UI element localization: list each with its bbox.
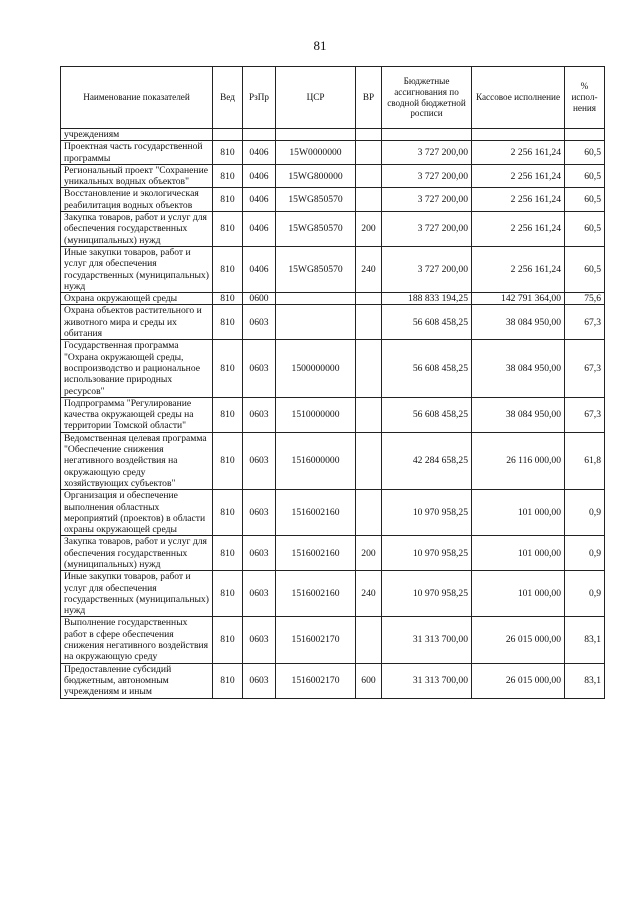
cell-name: Государственная программа "Охрана окружающей среды, воспроизводство и рациональное использование природных ресурсов" (61, 340, 213, 397)
cell-vr (356, 432, 382, 489)
cell-vr (356, 305, 382, 340)
cell-rzpr: 0603 (243, 617, 276, 663)
header-percent: % испол-нения (565, 67, 605, 129)
cell-percent (565, 129, 605, 141)
cell-percent: 0,9 (565, 490, 605, 536)
cell-ved: 810 (213, 212, 243, 247)
cell-rzpr: 0406 (243, 212, 276, 247)
cell-budget: 188 833 194,25 (382, 293, 472, 305)
cell-name: Проектная часть государственной программы (61, 141, 213, 165)
header-row (61, 67, 605, 129)
cell-vr (356, 129, 382, 141)
cell-percent: 67,3 (565, 340, 605, 397)
cell-percent: 60,5 (565, 188, 605, 212)
cell-csr: 1516002170 (276, 617, 356, 663)
table-row (61, 164, 605, 188)
cell-percent: 75,6 (565, 293, 605, 305)
cell-budget: 3 727 200,00 (382, 141, 472, 165)
cell-vr (356, 340, 382, 397)
cell-csr: 1516002160 (276, 536, 356, 571)
cell-name: Организация и обеспечение выполнения областных мероприятий (проектов) в области охраны окружающей среды (61, 490, 213, 536)
cell-name: Охрана окружающей среды (61, 293, 213, 305)
cell-ved: 810 (213, 397, 243, 432)
cell-vr (356, 490, 382, 536)
cell-percent: 0,9 (565, 571, 605, 617)
table-row (61, 188, 605, 212)
cell-vr (356, 188, 382, 212)
cell-cash: 101 000,00 (472, 536, 565, 571)
budget-table (60, 66, 605, 699)
cell-name: Иные закупки товаров, работ и услуг для обеспечения государственных (муниципальных) нужд (61, 571, 213, 617)
cell-ved: 810 (213, 663, 243, 698)
cell-name: учреждениям (61, 129, 213, 141)
cell-rzpr: 0603 (243, 397, 276, 432)
cell-budget: 31 313 700,00 (382, 663, 472, 698)
header-ved: Вед (213, 67, 243, 129)
cell-ved: 810 (213, 536, 243, 571)
cell-name: Региональный проект "Сохранение уникальных водных объектов" (61, 164, 213, 188)
cell-ved: 810 (213, 490, 243, 536)
page-number: 81 (313, 38, 327, 53)
cell-name: Предоставление субсидий бюджетным, автономным учреждениям и иным (61, 663, 213, 698)
cell-percent: 83,1 (565, 663, 605, 698)
cell-csr: 15W0000000 (276, 141, 356, 165)
cell-ved: 810 (213, 293, 243, 305)
cell-csr: 15WG850570 (276, 188, 356, 212)
table-row (61, 397, 605, 432)
cell-budget: 31 313 700,00 (382, 617, 472, 663)
cell-csr: 1516002170 (276, 663, 356, 698)
cell-rzpr: 0603 (243, 432, 276, 489)
cell-rzpr: 0406 (243, 246, 276, 292)
cell-name: Подпрограмма "Регулирование качества окружающей среды на территории Томской области" (61, 397, 213, 432)
cell-csr: 1500000000 (276, 340, 356, 397)
cell-vr (356, 617, 382, 663)
cell-name: Закупка товаров, работ и услуг для обеспечения государственных (муниципальных) нужд (61, 212, 213, 247)
cell-ved: 810 (213, 617, 243, 663)
table-row (61, 246, 605, 292)
cell-budget: 42 284 658,25 (382, 432, 472, 489)
cell-rzpr: 0600 (243, 293, 276, 305)
cell-cash: 101 000,00 (472, 571, 565, 617)
cell-rzpr: 0603 (243, 340, 276, 397)
cell-budget: 56 608 458,25 (382, 397, 472, 432)
cell-cash: 2 256 161,24 (472, 164, 565, 188)
cell-vr (356, 293, 382, 305)
cell-csr (276, 129, 356, 141)
cell-cash: 2 256 161,24 (472, 188, 565, 212)
table-row (61, 293, 605, 305)
cell-budget: 10 970 958,25 (382, 571, 472, 617)
cell-ved: 810 (213, 432, 243, 489)
cell-csr: 15WG850570 (276, 212, 356, 247)
cell-csr: 1516002160 (276, 490, 356, 536)
cell-percent: 67,3 (565, 397, 605, 432)
cell-vr (356, 397, 382, 432)
cell-cash: 26 015 000,00 (472, 617, 565, 663)
cell-ved: 810 (213, 571, 243, 617)
cell-cash: 26 116 000,00 (472, 432, 565, 489)
cell-vr: 240 (356, 571, 382, 617)
cell-name: Ведомственная целевая программа "Обеспечение снижения негативного воздействия на окружающую среду хозяйствующих субъектов" (61, 432, 213, 489)
cell-vr: 200 (356, 536, 382, 571)
cell-csr: 1510000000 (276, 397, 356, 432)
cell-cash: 38 084 950,00 (472, 397, 565, 432)
cell-csr: 1516000000 (276, 432, 356, 489)
cell-percent: 60,5 (565, 164, 605, 188)
cell-vr: 200 (356, 212, 382, 247)
table-row (61, 212, 605, 247)
cell-vr (356, 141, 382, 165)
cell-vr: 600 (356, 663, 382, 698)
header-name: Наименование показателей (61, 67, 213, 129)
cell-budget: 3 727 200,00 (382, 246, 472, 292)
cell-budget: 10 970 958,25 (382, 536, 472, 571)
cell-rzpr: 0406 (243, 188, 276, 212)
cell-name: Восстановление и экологическая реабилитация водных объектов (61, 188, 213, 212)
cell-csr (276, 305, 356, 340)
cell-percent: 0,9 (565, 536, 605, 571)
table-row (61, 141, 605, 165)
cell-ved (213, 129, 243, 141)
cell-budget: 56 608 458,25 (382, 305, 472, 340)
cell-percent: 60,5 (565, 212, 605, 247)
cell-cash: 2 256 161,24 (472, 212, 565, 247)
cell-ved: 810 (213, 305, 243, 340)
cell-name: Закупка товаров, работ и услуг для обеспечения государственных (муниципальных) нужд (61, 536, 213, 571)
cell-ved: 810 (213, 141, 243, 165)
cell-ved: 810 (213, 164, 243, 188)
header-csr: ЦСР (276, 67, 356, 129)
cell-vr: 240 (356, 246, 382, 292)
cell-cash: 26 015 000,00 (472, 663, 565, 698)
cell-budget: 10 970 958,25 (382, 490, 472, 536)
cell-rzpr: 0603 (243, 536, 276, 571)
header-vr: ВР (356, 67, 382, 129)
cell-percent: 83,1 (565, 617, 605, 663)
cell-percent: 61,8 (565, 432, 605, 489)
table-row (61, 340, 605, 397)
cell-budget: 3 727 200,00 (382, 188, 472, 212)
cell-rzpr: 0603 (243, 571, 276, 617)
cell-percent: 60,5 (565, 141, 605, 165)
cell-cash (472, 129, 565, 141)
cell-rzpr: 0603 (243, 663, 276, 698)
table-row (61, 129, 605, 141)
table-row (61, 432, 605, 489)
cell-rzpr: 0603 (243, 490, 276, 536)
cell-budget: 56 608 458,25 (382, 340, 472, 397)
header-rzpr: РзПр (243, 67, 276, 129)
cell-vr (356, 164, 382, 188)
table-row (61, 617, 605, 663)
cell-cash: 38 084 950,00 (472, 305, 565, 340)
cell-cash: 142 791 364,00 (472, 293, 565, 305)
header-budget: Бюджетные ассигнования по сводной бюджетной росписи (382, 67, 472, 129)
table-row (61, 536, 605, 571)
cell-cash: 2 256 161,24 (472, 141, 565, 165)
cell-budget (382, 129, 472, 141)
cell-budget: 3 727 200,00 (382, 164, 472, 188)
table-row (61, 490, 605, 536)
cell-name: Иные закупки товаров, работ и услуг для обеспечения государственных (муниципальных) нужд (61, 246, 213, 292)
cell-rzpr (243, 129, 276, 141)
cell-rzpr: 0406 (243, 164, 276, 188)
cell-ved: 810 (213, 340, 243, 397)
table-row (61, 305, 605, 340)
cell-csr: 15WG850570 (276, 246, 356, 292)
cell-ved: 810 (213, 188, 243, 212)
table-row (61, 571, 605, 617)
cell-cash: 38 084 950,00 (472, 340, 565, 397)
cell-percent: 67,3 (565, 305, 605, 340)
cell-cash: 101 000,00 (472, 490, 565, 536)
cell-rzpr: 0603 (243, 305, 276, 340)
table-row (61, 663, 605, 698)
cell-csr: 15WG800000 (276, 164, 356, 188)
cell-csr: 1516002160 (276, 571, 356, 617)
cell-ved: 810 (213, 246, 243, 292)
cell-name: Выполнение государственных работ в сфере обеспечения снижения негативного воздействия на окружающую среду (61, 617, 213, 663)
cell-name: Охрана объектов растительного и животного мира и среды их обитания (61, 305, 213, 340)
cell-percent: 60,5 (565, 246, 605, 292)
cell-csr (276, 293, 356, 305)
cell-budget: 3 727 200,00 (382, 212, 472, 247)
cell-cash: 2 256 161,24 (472, 246, 565, 292)
cell-rzpr: 0406 (243, 141, 276, 165)
header-cash: Кассовое исполнение (472, 67, 565, 129)
